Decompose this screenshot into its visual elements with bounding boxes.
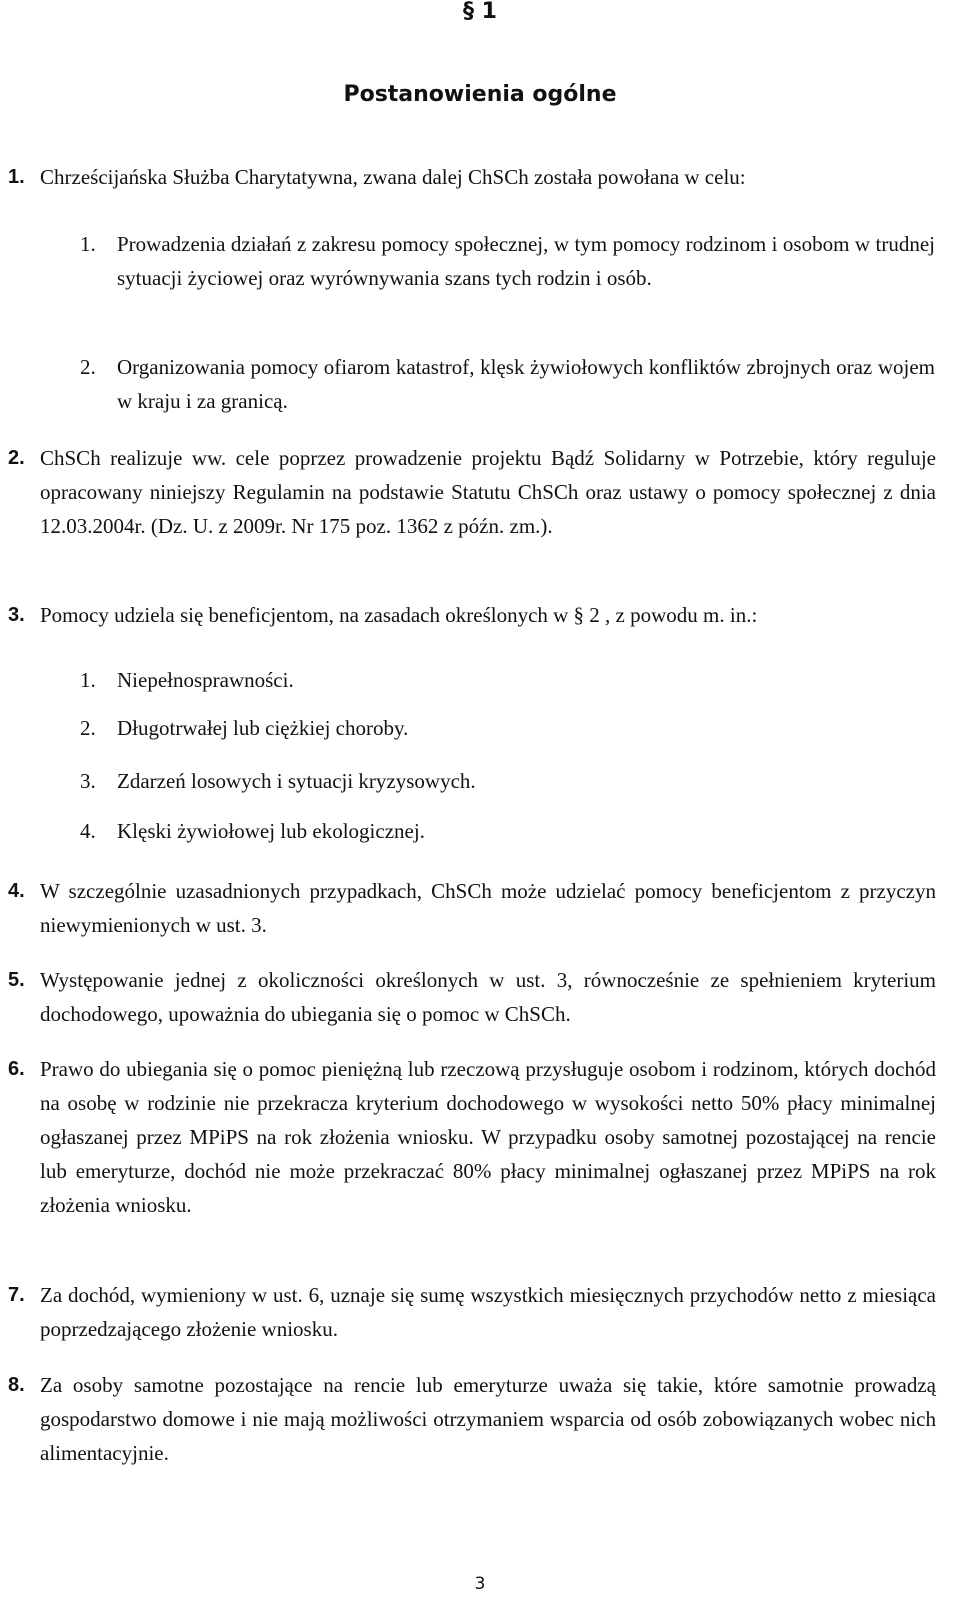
item-number: 2.	[8, 447, 25, 469]
list-item	[117, 814, 935, 848]
list-item	[40, 1052, 936, 1222]
item-number: 4.	[8, 880, 25, 902]
item-text: Prawo do ubiegania się o pomoc pieniężną lub rzeczową przysługuje osobom i rodzinom, których dochód na osobę w rodzinie nie przekracza kryterium dochodowego w wysokości netto 50% płacy minimalnej ogłaszanej przez MPiPS na rok złożenia wniosku. W przypadku osoby samotnej pozostającej na rencie lub emeryturze, dochód nie może przekraczać 80% płacy minimalnej ogłaszanej przez MPiPS na rok złożenia wniosku.	[40, 1057, 936, 1217]
list-item	[40, 160, 940, 194]
item-text: Niepełnosprawności.	[117, 668, 294, 692]
item-text: W szczególnie uzasadnionych przypadkach, ChSCh może udzielać pomocy beneficjentom z przyczyn niewymienionych w ust. 3.	[40, 879, 936, 937]
item-number: 7.	[8, 1284, 25, 1306]
item-number: 1.	[8, 166, 25, 188]
section-mark: § 1	[463, 0, 497, 24]
section-heading: Postanowienia ogólne	[343, 82, 617, 107]
item-number: 5.	[8, 969, 25, 991]
item-number: 6.	[8, 1058, 25, 1080]
list-item	[117, 350, 935, 418]
item-number: 2.	[80, 716, 96, 740]
item-text: Pomocy udziela się beneficjentom, na zasadach określonych w § 2 , z powodu m. in.:	[40, 603, 758, 627]
item-number: 1.	[80, 232, 96, 256]
item-text: Zdarzeń losowych i sytuacji kryzysowych.	[117, 769, 476, 793]
list-item	[117, 227, 935, 295]
list-item	[40, 963, 936, 1031]
item-text: Występowanie jednej z okoliczności określonych w ust. 3, równocześnie ze spełnieniem kryterium dochodowego, upoważnia do ubiegania się o pomoc w ChSCh.	[40, 968, 936, 1026]
list-item	[117, 764, 935, 798]
page-number: 3	[474, 1574, 486, 1594]
item-number: 2.	[80, 355, 96, 379]
list-item	[40, 1368, 936, 1470]
item-text: ChSCh realizuje ww. cele poprzez prowadzenie projektu Bądź Solidarny w Potrzebie, który reguluje opracowany niniejszy Regulamin na podstawie Statutu ChSCh oraz ustawy o pomocy społecznej z dnia 12.03.2004r. (Dz. U. z 2009r. Nr 175 poz. 1362 z późn. zm.).	[40, 446, 936, 538]
item-number: 3.	[8, 604, 25, 626]
item-text: Klęski żywiołowej lub ekologicznej.	[117, 819, 425, 843]
list-item	[40, 874, 936, 942]
item-number: 3.	[80, 769, 96, 793]
item-number: 4.	[80, 819, 96, 843]
list-item	[117, 663, 935, 697]
item-text: Za osoby samotne pozostające na rencie lub emeryturze uważa się takie, które samotnie prowadzą gospodarstwo domowe i nie mają możliwości otrzymaniem wsparcia od osób zobowiązanych wobec nich alimentacyjnie.	[40, 1373, 936, 1465]
item-text: Organizowania pomocy ofiarom katastrof, klęsk żywiołowych konfliktów zbrojnych oraz wojem w kraju i za granicą.	[117, 355, 935, 413]
item-text: Chrześcijańska Służba Charytatywna, zwana dalej ChSCh została powołana w celu:	[40, 165, 746, 189]
list-item	[40, 1278, 936, 1346]
list-item	[40, 441, 936, 543]
item-number: 8.	[8, 1374, 25, 1396]
item-number: 1.	[80, 668, 96, 692]
item-text: Za dochód, wymieniony w ust. 6, uznaje się sumę wszystkich miesięcznych przychodów netto z miesiąca poprzedzającego złożenie wniosku.	[40, 1283, 936, 1341]
item-text: Prowadzenia działań z zakresu pomocy społecznej, w tym pomocy rodzinom i osobom w trudnej sytuacji życiowej oraz wyrównywania szans tych rodzin i osób.	[117, 232, 935, 290]
item-text: Długotrwałej lub ciężkiej choroby.	[117, 716, 409, 740]
list-item	[40, 598, 940, 632]
list-item	[117, 711, 935, 745]
